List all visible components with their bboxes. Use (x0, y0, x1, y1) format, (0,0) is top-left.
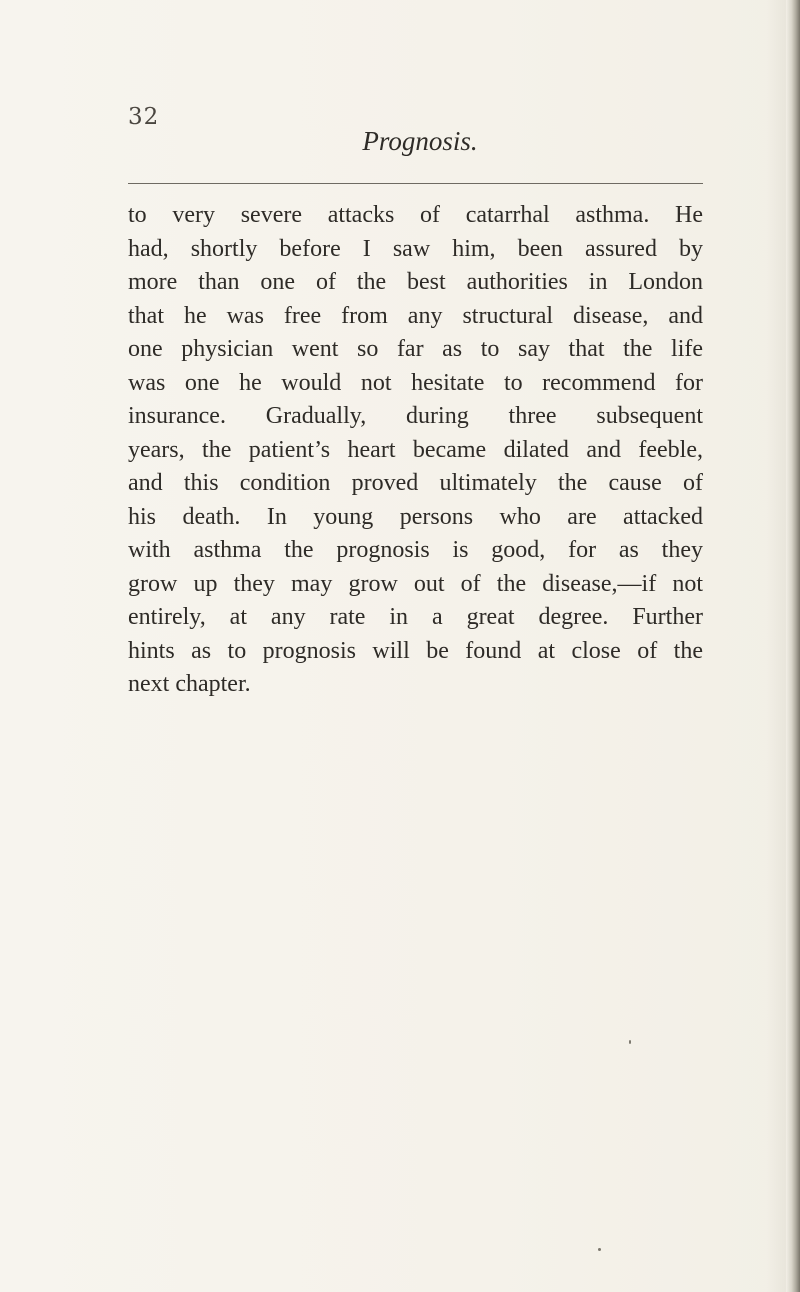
text-line: was one he would not hesitate to recommend for (128, 369, 703, 396)
running-head (0, 126, 800, 157)
text-line: hints as to prognosis will be found at close of the (128, 637, 703, 664)
paper-speck (629, 1040, 631, 1044)
text-line: that he was free from any structural disease, and (128, 302, 703, 329)
text-line: his death. In young persons who are attacked (128, 503, 703, 530)
text-line: grow up they may grow out of the disease,—if not (128, 570, 703, 597)
text-line: insurance. Gradually, during three subsequent (128, 403, 703, 429)
paper-speck (598, 1248, 601, 1251)
text-line: and this condition proved ultimately the cause of (128, 470, 703, 496)
text-line: to very severe attacks of catarrhal asthma. He (128, 202, 703, 228)
body-paragraph (128, 199, 703, 702)
page-number: 32 (128, 104, 160, 130)
text-line: more than one of the best authorities in London (128, 269, 703, 295)
page-edge (786, 0, 800, 1292)
header-rule (128, 183, 703, 184)
text-line: years, the patient’s heart became dilated and feeble, (128, 436, 703, 463)
text-line: had, shortly before I saw him, been assured by (128, 235, 703, 262)
text-line: with asthma the prognosis is good, for as they (128, 537, 703, 563)
running-head-title: Prognosis. (362, 126, 478, 156)
text-line: one physician went so far as to say that the life (128, 336, 703, 362)
page-edge-shadow (766, 0, 786, 1292)
text-line: next chapter. (128, 671, 251, 697)
text-line: entirely, at any rate in a great degree. Further (128, 604, 703, 630)
